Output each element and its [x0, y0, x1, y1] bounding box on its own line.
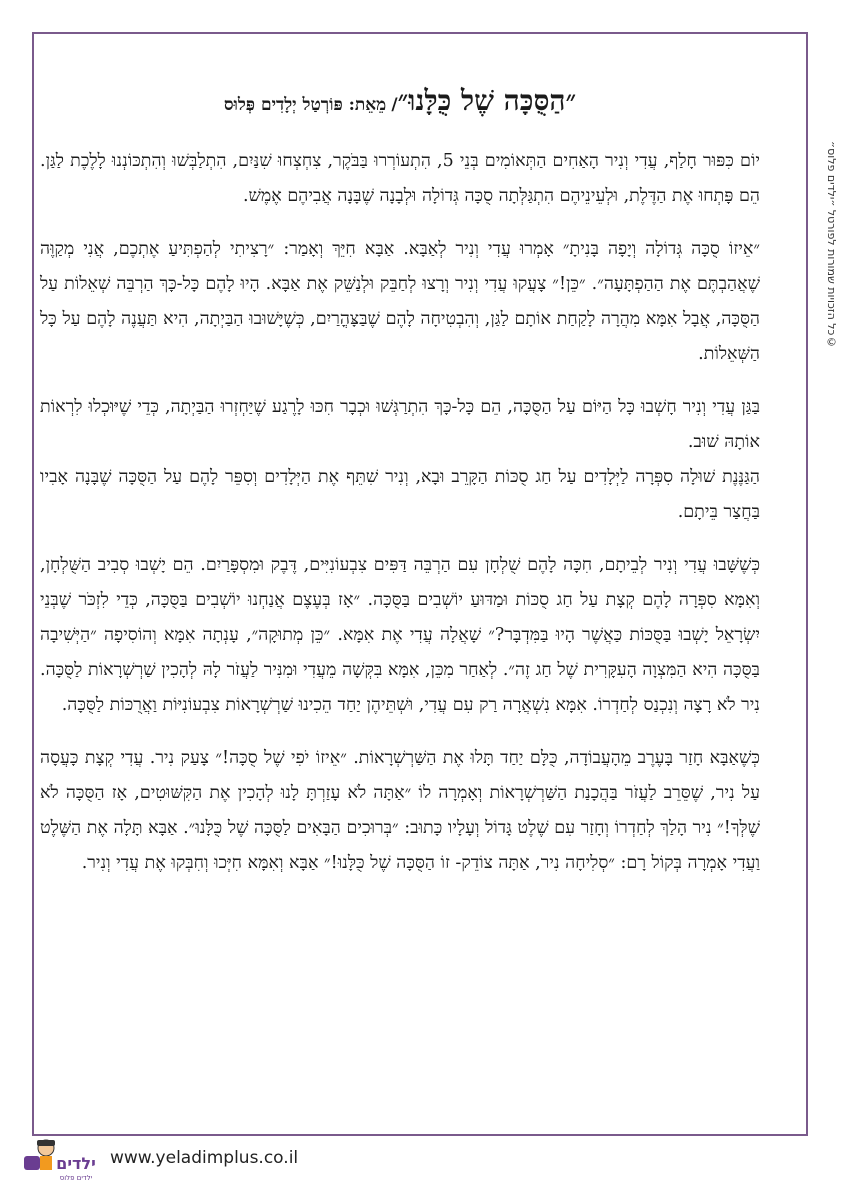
logo-child-hair — [37, 1140, 55, 1146]
paragraph-5: כְּשֶׁשָּׁבוּ עֲדִי וְנִיר לְבֵיתָם, חִכָּה לָהֶם שֻׁלְחָן עִם הַרְבֵּה דַּפִּים צִבְעוֹנִיִּים, דֶּבֶק וּמִסְפָּרַיִם. הֵם יָשְׁבוּ סְבִיב הַשֻּׁלְחָן, וְאִמָּא סִפְּרָה לָהֶם קְצָת עַל חַג סֻכּוֹת וּמַדּוּעַ יוֹשְׁבִים בַּסֻּכָּה. ״אָז בְּעֶצֶם אֲנַחְנוּ יוֹשְׁבִים בַּסֻּכָּה, כְּדֵי לִזְכֹּר שֶׁבְּנֵי יִשְׂרָאֵל יָשְׁבוּ בַּסֻּכּוֹת כַּאֲשֶׁר הָיוּ בַּמִּדְבָּר?״ שָׁאֲלָה עֲדִי אֶת אִמָּא. ״כֵּן מְתוּקָה״, עָנְתָה אִמָּא וְהוֹסִיפָה ״הַיְּשִׁיבָה בַּסֻּכָּה הִיא הַמִּצְוָה הָעִקָּרִית שֶׁל חַג זֶה״. לְאַחַר מִכֵּן, אִמָּא בִּקְּשָׁה מֵעֲדִי וּמִנִּיר לַעֲזֹר לָהּ לְהָכִין שַׁרְשְׁרָאוֹת לַסֻּכָּה. נִיר לֹא רָצָה וְנִכְנַס לְחַדְרוֹ. אִמָּא נִשְׁאֲרָה רַק עִם עֲדִי, וּשְׁתֵּיהֶן יַחַד הֵכִינוּ שַׁרְשְׁרָאוֹת צִבְעוֹנִיּוֹת וַאֲרֻכּוֹת לַסֻּכָּה. — [40, 554, 760, 715]
logo-plus-block — [24, 1156, 40, 1170]
logo-tagline: ילדים פלוס — [59, 1174, 93, 1182]
paragraph-3: בַּגַּן עֲדִי וְנִיר חָשְׁבוּ כָּל הַיּוֹם עַל הַסֻּכָּה, הֵם כָּל-כָּךְ הִתְרַגְּשׁוּ וּכְבָר חִכּוּ לָרֶגַע שֶׁיַּחְזְרוּ הַבַּיְתָה, כְּדֵי שֶׁיּוּכְלוּ לִרְאוֹת אוֹתָהּ שׁוּב. — [40, 396, 760, 452]
paragraph-4: הַגַּנֶּנֶת שׁוּלָה סִפְּרָה לַיְּלָדִים עַל חַג סֻכּוֹת הַקָּרֵב וּבָא, וְנִיר שִׁתֵּף אֶת הַיְּלָדִים וְסִפֵּר לָהֶם עַל הַסֻּכָּה שֶׁבָּנָה אָבִיו בַּחֲצַר בֵּיתָם. — [40, 466, 760, 522]
story-author: מֵאֵת: פּוֹרְטַל יְלָדִים פְּלוּס — [223, 95, 387, 115]
copyright-notice: ©כל הזכויות שמורות לפורטל ״ילדים פלוס״ — [825, 140, 838, 348]
logo-text: ילדים — [56, 1154, 96, 1173]
paragraph-1: יוֹם כִּפּוּר חָלַף, עֲדִי וְנִיר הָאַחִים הַתְּאוֹמִים בְּנֵי 5, הִתְעוֹרְרוּ בַּבֹּקֶר, צִחְצְחוּ שִׁנַּיִם, הִתְלַבְּשׁוּ וְהִתְכּוֹנְנוּ לָלֶכֶת לַגַּן. הֵם פָּתְחוּ אֶת הַדֶּלֶת, וּלְעֵינֵיהֶם הִתְגַּלְּתָה סֻכָּה גְּדוֹלָה וּלְבָנָה שֶׁבָּנָה אֲבִיהֶם אֶמֶשׁ. — [40, 150, 761, 206]
story-content — [40, 44, 760, 899]
website-link[interactable]: www.yeladimplus.co.il — [110, 1148, 299, 1168]
yeladim-plus-logo — [22, 1138, 100, 1184]
story-title: ״הַסֻּכָּה שֶׁל כֻּלָּנוּ״ — [397, 84, 577, 117]
paragraph-2: ״אֵיזוֹ סֻכָּה גְּדוֹלָה וְיָפָה בָּנִיתָ״ אָמְרוּ עֲדִי וְנִיר לְאַבָּא. אַבָּא חִיֵּךְ וְאָמַר: ״רָצִיתִי לְהַפְתִּיעַ אֶתְכֶם, אֲנִי מְקַוֶּה שֶׁאֲהַבְתֶּם אֶת הַהַפְתָּעָה״. ״כֵּן!״ צָעֲקוּ עֲדִי וְנִיר וְרָצוּ לְחַבֵּק וּלְנַשֵּׁק אֶת אַבָּא. הָיוּ לָהֶם כָּל-כָּךְ הַרְבֵּה שְׁאֵלוֹת עַל הַסֻּכָּה, אֲבָל אִמָּא מִהֲרָה לָקַחַת אוֹתָם לַגַּן, וְהִבְטִיחָה לָהֶם שֶׁבַּצָּהֳרַיִם, כְּשֶׁיָּשׁוּבוּ הַבַּיְתָה, הִיא תַּעֲנֶה לָהֶם עַל כָּל הַשְּׁאֵלוֹת. — [40, 238, 760, 364]
title-separator: / — [391, 95, 398, 115]
logo-child-body — [40, 1156, 52, 1170]
paragraph-6: כְּשֶׁאַבָּא חָזַר בָּעֶרֶב מֵהָעֲבוֹדָה, כֻּלָּם יַחַד תָּלוּ אֶת הַשַּׁרְשְׁרָאוֹת. ״אֵיזוֹ יֹפִי שֶׁל סֻכָּה!״ צָעַק נִיר. עֲדִי קְצָת כָּעֲסָה עַל נִיר, שֶׁסֵּרֵב לַעֲזֹר בַּהֲכָנַת הַשַּׁרְשְׁרָאוֹת וְאָמְרָה לוֹ ״אַתָּה לֹא עָזַרְתָּ לָנוּ לְהָכִין אֶת הַקִּשּׁוּטִים, אָז הַסֻּכָּה לֹא שֶׁלְּךָ!״ נִיר הָלַךְ לְחַדְרוֹ וְחָזַר עִם שֶׁלֶט גָּדוֹל וְעָלָיו כָּתוּב: ״בְּרוּכִים הַבָּאִים לַסֻּכָּה שֶׁל כֻּלָּנוּ״. אַבָּא תָּלָה אֶת הַשֶּׁלֶט וַעֲדִי אָמְרָה בְּקוֹל רָם: ״סְלִיחָה נִיר, אַתָּה צוֹדֵק- זוֹ הַסֻּכָּה שֶׁל כֻּלָּנוּ!״ אַבָּא וְאִמָּא חִיְּכוּ וְחִבְּקוּ אֶת עֲדִי וְנִיר. — [40, 747, 760, 873]
story-header — [40, 84, 760, 118]
